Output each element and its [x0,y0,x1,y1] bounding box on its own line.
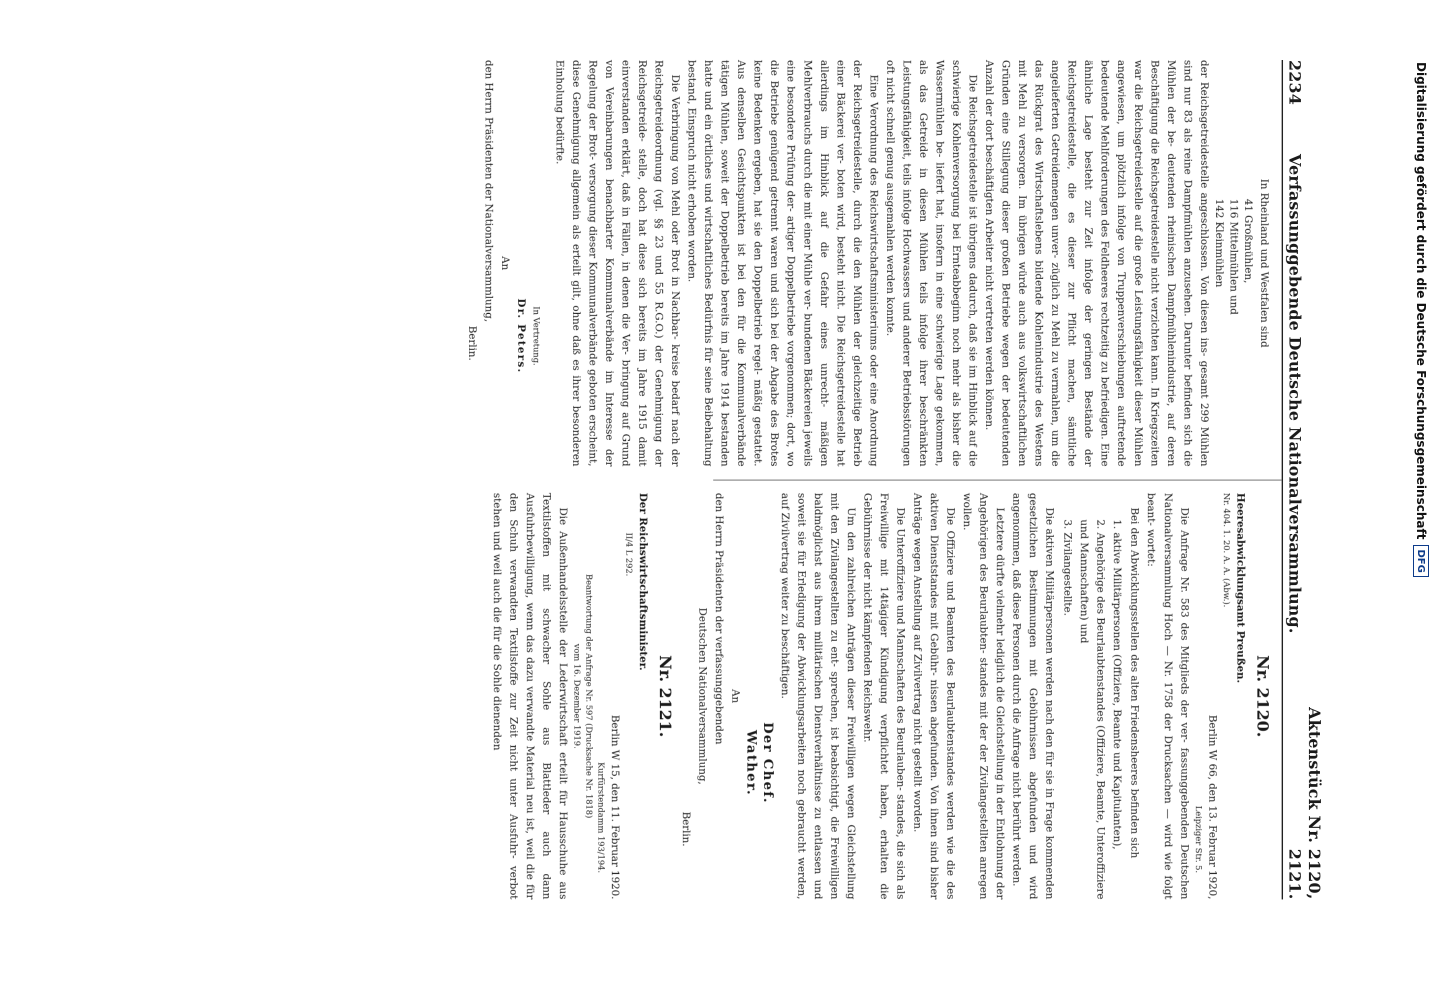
addressee-line: den Herrn Präsidenten der verfassunggebenden [713,492,726,745]
mill-list-item: 142 Kleinmühlen [1213,198,1226,288]
paragraph: Bei den Abwicklungsstellen des alten Friedensheeres befinden sich [1128,507,1141,859]
addressee-an: An [729,689,742,704]
header-aktenstueck: Aktenstück Nr. 2120, 2121. [1285,707,1324,900]
addressee: den Herrn Präsidenten der Nationalversammlung, [483,60,496,323]
paragraph: Die Unteroffiziere und Mannschaften des Beurlauben- standes, die sich als Freiwillige mit 14tägiger Kündigung verpflichtet haben, erhalten die Gebührnisse der nicht kämpfenden Reichswehr. [861,492,907,900]
place-date: Berlin W 66, den 13. Februar 1920, [1206,714,1219,900]
street: Kurfürstendamm 193/194. [596,762,607,874]
addressee-an: An [499,256,512,271]
chef-title: Der Chef. [760,722,777,804]
right-column [488,493,1272,900]
category-list-item: 3. Zivilangestellte. [1061,519,1074,616]
digitization-note [1398,0,1434,1000]
paragraph: Die Anfrage Nr. 583 des Mitglieds der ver- fassunggebenden Deutschen Nationalversammlung Hoch — Nr. 1758 der Drucksachen — wird wie folgt beant- wortet: [1145,492,1191,900]
intro-line: In Rheinland und Westfalen sind [1258,178,1271,348]
header-title: Verfassunggebende Deutsche Nationalversammlung. [1285,154,1305,634]
paragraph: Die Offiziere und Beamten des Beurlaubtenstandes werden wie die des aktiven Dienststandes mit Gebühr- nissen abgefunden. Von ihnen sind bisher Anträge wegen Anstellung auf Zivilvertrag nicht gestellt worden. [911,492,957,900]
left-column [464,60,1272,467]
paragraph: Eine Verordnung des Reichswirtschaftsministeriums oder eine Anordnung der Reichsgetreidestelle, durch die den Mühlen der gleichzeitige Betrieb einer Bäckerei ver- boten wird, besteht nicht. Die Reichsgetreidestelle hat allerdings im Hinblick auf die Gefahr eines unrecht- mäßigen Mehlverbrauchs durch die mit einer Mühle ver- bundenen Bäckereien jeweils eine besondere Prüfung der- artiger Doppelbetriebe vorgenommen; dort, wo die Betriebe genügend getrennt waren und sich bei der Abgabe des Brotes keine Bedenken ergeben, hat sie den Doppelbetrieb regel- mäßig gestattet. Aus denselben Gesichtspunkten ist bei den für die Kommunalverbände tätigen Mühlen, soweit der Doppelbetrieb bereits im Jahre 1914 bestanden hatte und ein örtliches und wirtschaftliches Bedürfnis für seine Beibehaltung bestand, Einspruch nicht erhoben worden. [686,60,880,467]
paragraph: Die Verbringung von Mehl oder Brot in Nachbar- kreise bedarf nach der Reichsgetreideordnung (vgl. §§ 23 und 55 R.G.O.) der Genehmigung der Reichsgetreide- stelle, doch hat diese sich bereits im Jahre 1915 damit einverstanden erklärt, daß in Fällen, in denen die Ver- bringung auf Grund von Vereinbarungen benachbarter Kommunalverbände im Interesse der Regelung der Brot- versorgung dieser Kommunalverbände geboten erscheint, diese Genehmigung allgemein als erteilt gilt, ohne daß es ihrer besonderen Einholung bedürfte. [553,60,682,467]
reference-number: Nr. 404. 1. 20. A. A. (Abw.). [1222,492,1233,608]
chef-signature: Wather. [744,729,761,796]
column-divider [713,480,1281,481]
running-header [1282,60,1324,900]
signature: Dr. Peters. [515,298,529,374]
answer-reference: Beantwortung der Anfrage Nr. 597 (Drucksache Nr. 1818) [584,574,595,819]
document-number: Nr. 2121. [655,655,675,738]
category-list [1059,519,1125,899]
street: Leipziger Str. 5. [1193,805,1204,874]
addressee-line: Deutschen Nationalversammlung, [696,607,709,785]
paragraph: Um den zahlreichen Anträgen dieser Freiwilligen wegen Gleichstellung mit den Zivilangestellten zu ent- sprechen, ist beabsichtigt, die Freiwilligen baldmöglichst aus ihrem militärischen Dienstverhältnisse zu entlassen und soweit sie für Erledigung der Abwicklungsarbeiten noch gebraucht werden, auf Zivilvertrag weiter zu beschäftigen. [779,492,858,900]
reference-number: II/4 L 292. [624,532,635,577]
addressee-city: Berlin. [680,811,693,847]
dfg-logo-icon: DFG [1413,545,1429,576]
digitization-text: Digitalisierung gefördert durch die Deutsche Forschungsgemeinschaft [1414,62,1428,540]
addressee-city: Berlin. [466,325,479,361]
category-list-item: 1. aktive Militärpersonen (Offiziere, Beamte und Kapitulanten), [1111,519,1123,850]
paragraph: Die Reichsgetreidestelle ist übrigens dadurch, daß sie im Hinblick auf die schwierige Kohlenversorgung bei Ernteabbeginn noch mehr als bisher die Wassermühlen be- liefert hat, insofern in eine schwierige Lage gekommen, als das Getreide in diesen Mühlen teils infolge ihrer beschränkten Leistungsfähigkeit, teils infolge Hochwassers und anderer Betriebsstörungen oft nicht schnell genug ausgemahlen werden konnte. [884,60,979,467]
page-number: 2234 [1285,60,1305,105]
paragraph: Die aktiven Militärpersonen werden nach den für sie in Frage kommenden gesetzlichen Bestimmungen mit Gebührnissen abgefunden und wird angenommen, daß diese Personen durch die Anfrage nicht berührt werden. [1010,492,1056,900]
answer-date: vom 16. Dezember 1919. [572,643,583,749]
category-list-item: 2. Angehörige des Beurlaubtenstandes (Offiziere, Beamte, Unteroffiziere und Mannschaften) und [1078,519,1107,900]
mill-list [1212,60,1256,467]
ministry-name: Der Reichswirtschaftsminister. [637,492,650,671]
document-number: Nr. 2120. [1253,655,1273,738]
office-name: Heeresabwicklungsamt Preußen. [1234,492,1248,684]
mill-list-item: 116 Mittelmühlen und [1228,198,1240,315]
mill-list-item: 41 Großmühlen, [1242,198,1255,284]
paragraph: Letztere dürfte vielmehr lediglich die Gleichstellung in der Entlohnung der Angehörigen des Beurlaubten- standes mit der der Zivilangestellten anregen wollen. [961,492,1007,900]
vertretung-note: In Vertretung. [531,306,542,366]
paragraph: der Reichsgetreidestelle angeschlossen. Von diesen ins- gesamt 299 Mühlen sind nur 83 als reine Dampfmühlen anzusehen. Darunter befinden sich die Mühlen der be- deutenden rheinischen Dampfmühlenindustrie, auf deren Beschäftigung die Reichsgetreidestelle nicht verzichten kann. In Kriegszeiten war die Reichsgetreidestelle auf die große Leistungsfähigkeit dieser Mühlen angewiesen, um plötzlich infolge von Truppenverschiebungen auftretende bedeutende Mehlforderungen des Feldheeres rechtzeitig zu befriedigen. Eine ähnliche Lage besteht zur Zeit infolge der geringen Bestände der Reichsgetreidestelle, die es dieser zur Pflicht machen, sämtliche angelieferten Getreidemengen unver- züglich zu Mehl zu vermahlen, um die das Rückgrat des Wirtschaftslebens bildende Kohlenindustrie des Westens mit Mehl zu versorgen. Im übrigen würde auch aus volkswirtschaftlichen Gründen eine Stillegung dieser großen Betriebe wegen der bedeutenden Anzahl der dort beschäftigten Arbeiter nicht vertreten werden können. [983,60,1211,467]
place-date: Berlin W 15, den 11. Februar 1920. [609,714,622,900]
paragraph: Die Außenhandelsstelle der Lederwirtschaft erteilt für Hausschuhe aus Textilstoffen mit schwacher Sohle aus Blattleder auch dann Ausfuhrbewilligung, wenn das dazu verwandte Material neu ist, weil die für den Schuh verwandten Textilstoffe zur Zeit nicht unter Ausfuhr- verbot stehen und weil auch die für die Sohle dienenden [491,492,570,900]
